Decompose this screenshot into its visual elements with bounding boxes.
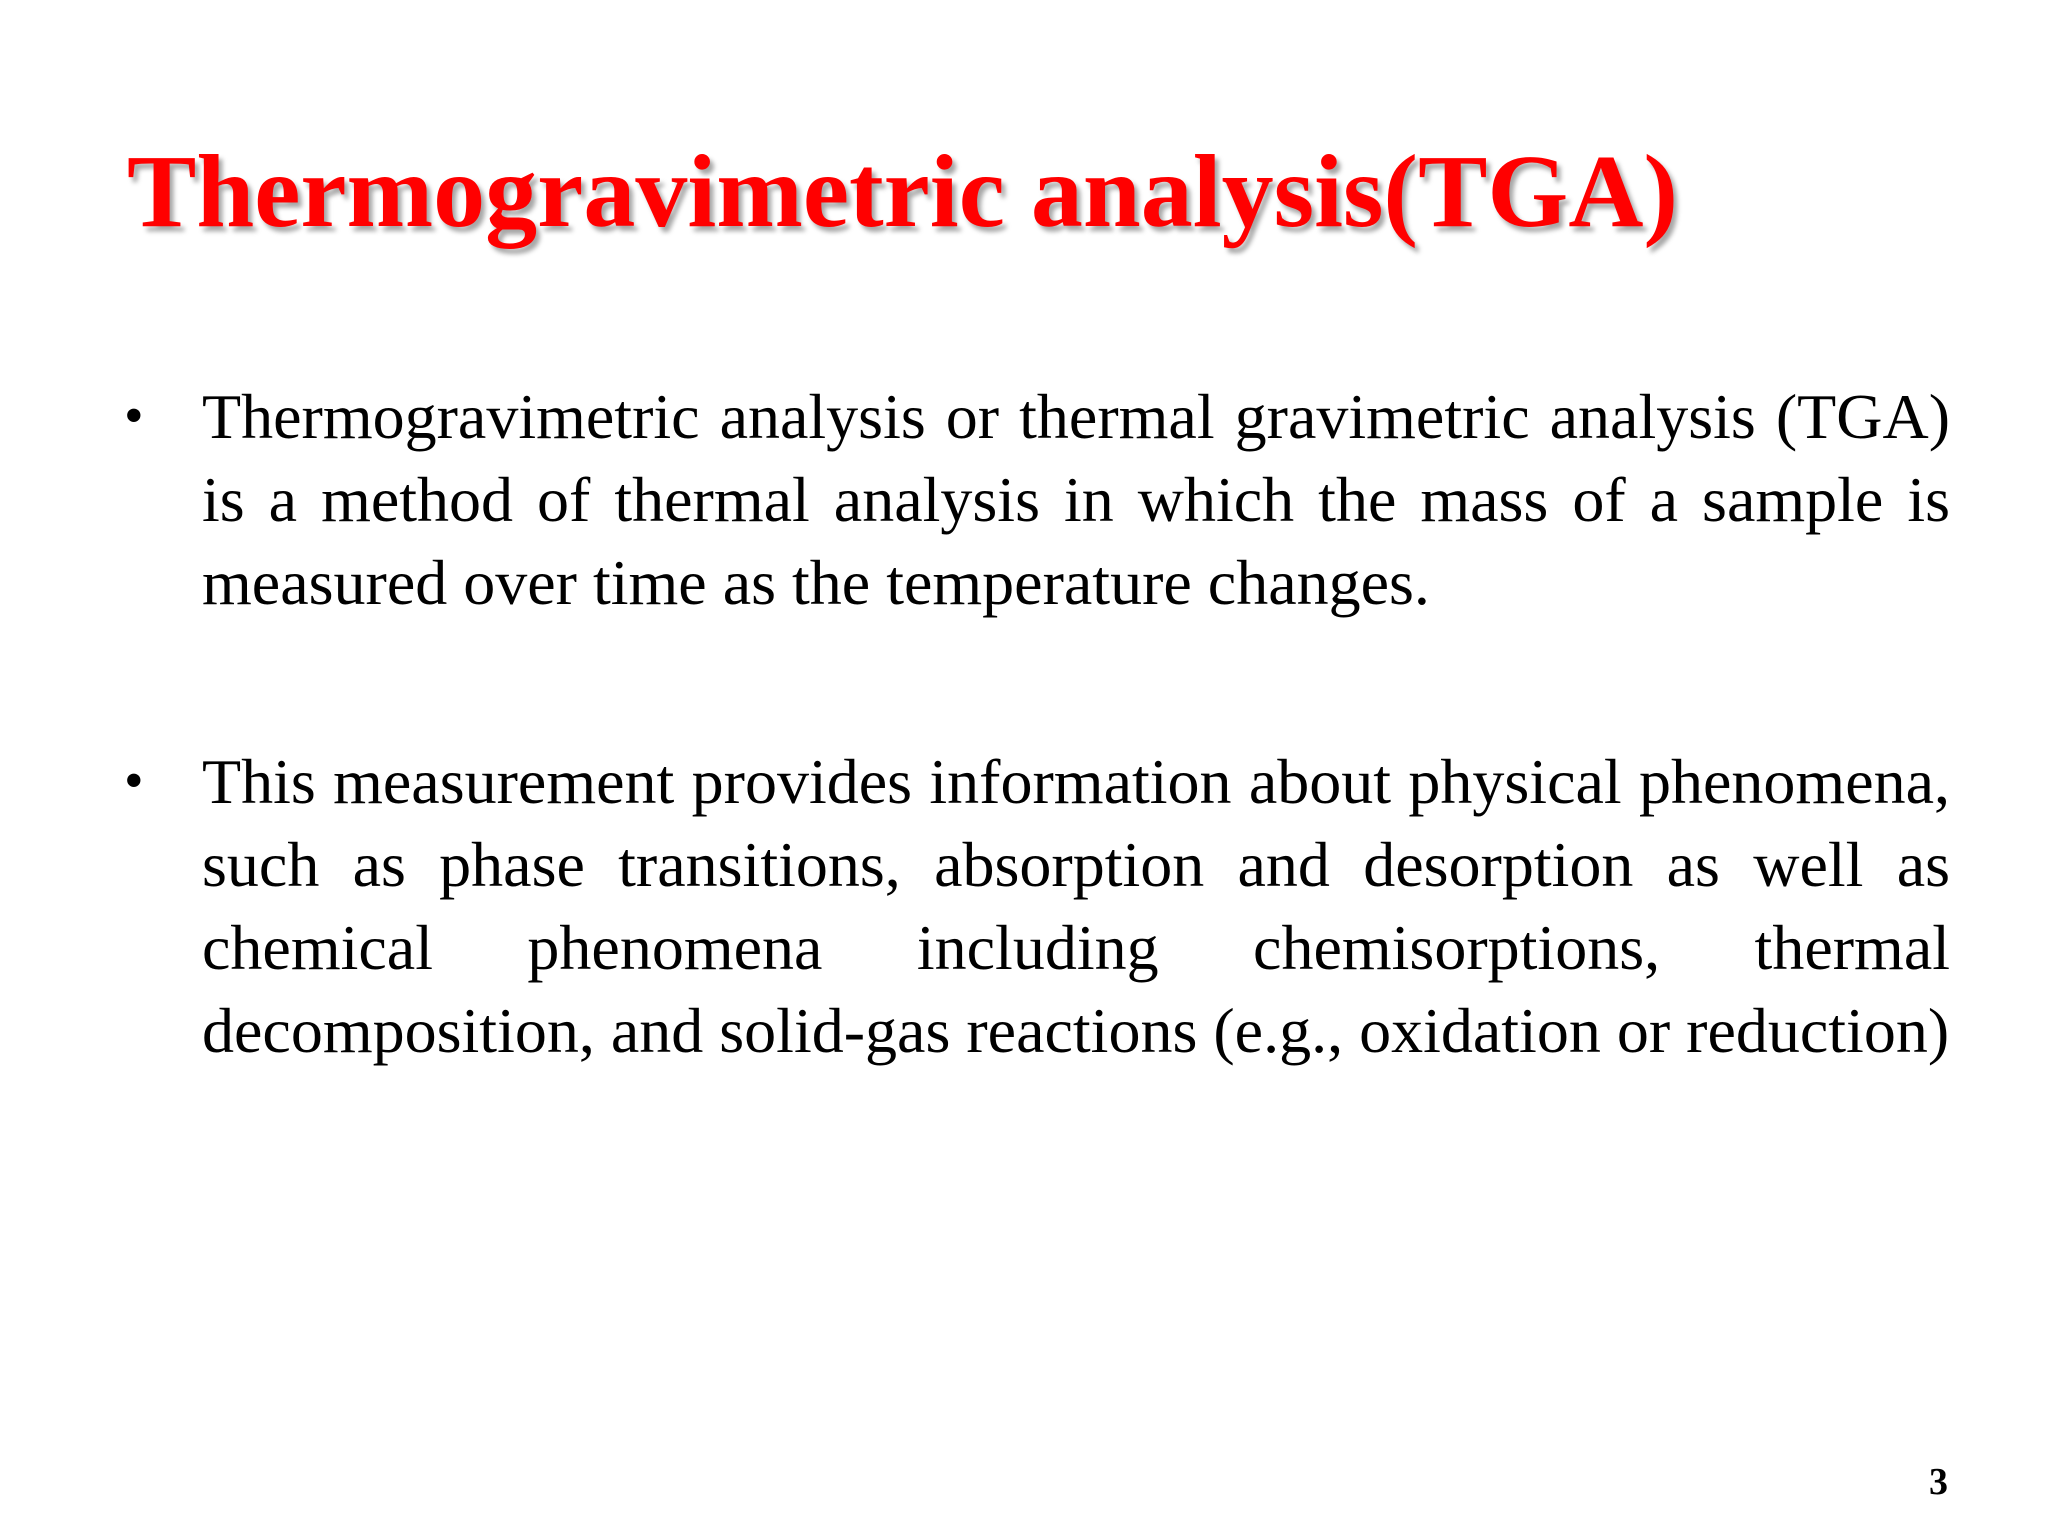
page-number: 3 (1929, 1461, 1948, 1503)
bullet-item (120, 375, 1950, 624)
bullet-marker: • (124, 750, 144, 812)
bullet-text: Thermogravimetric analysis or thermal gravimetric analysis (TGA) is a method of thermal analysis in which the mass of a sample is measured over time as the temperature changes. (202, 381, 1950, 618)
slide-title: Thermogravimetric analysis(TGA) (127, 134, 1679, 249)
bullet-list (120, 375, 1950, 1072)
bullet-marker: • (124, 385, 144, 447)
bullet-item (120, 740, 1950, 1072)
bullet-text: This measurement provides information about physical phenomena, such as phase transitions, absorption and desorption as well as chemical phenomena including chemisorptions, thermal decomposition, and solid-gas reactions (e.g., oxidation or reduction) (202, 746, 1950, 1066)
